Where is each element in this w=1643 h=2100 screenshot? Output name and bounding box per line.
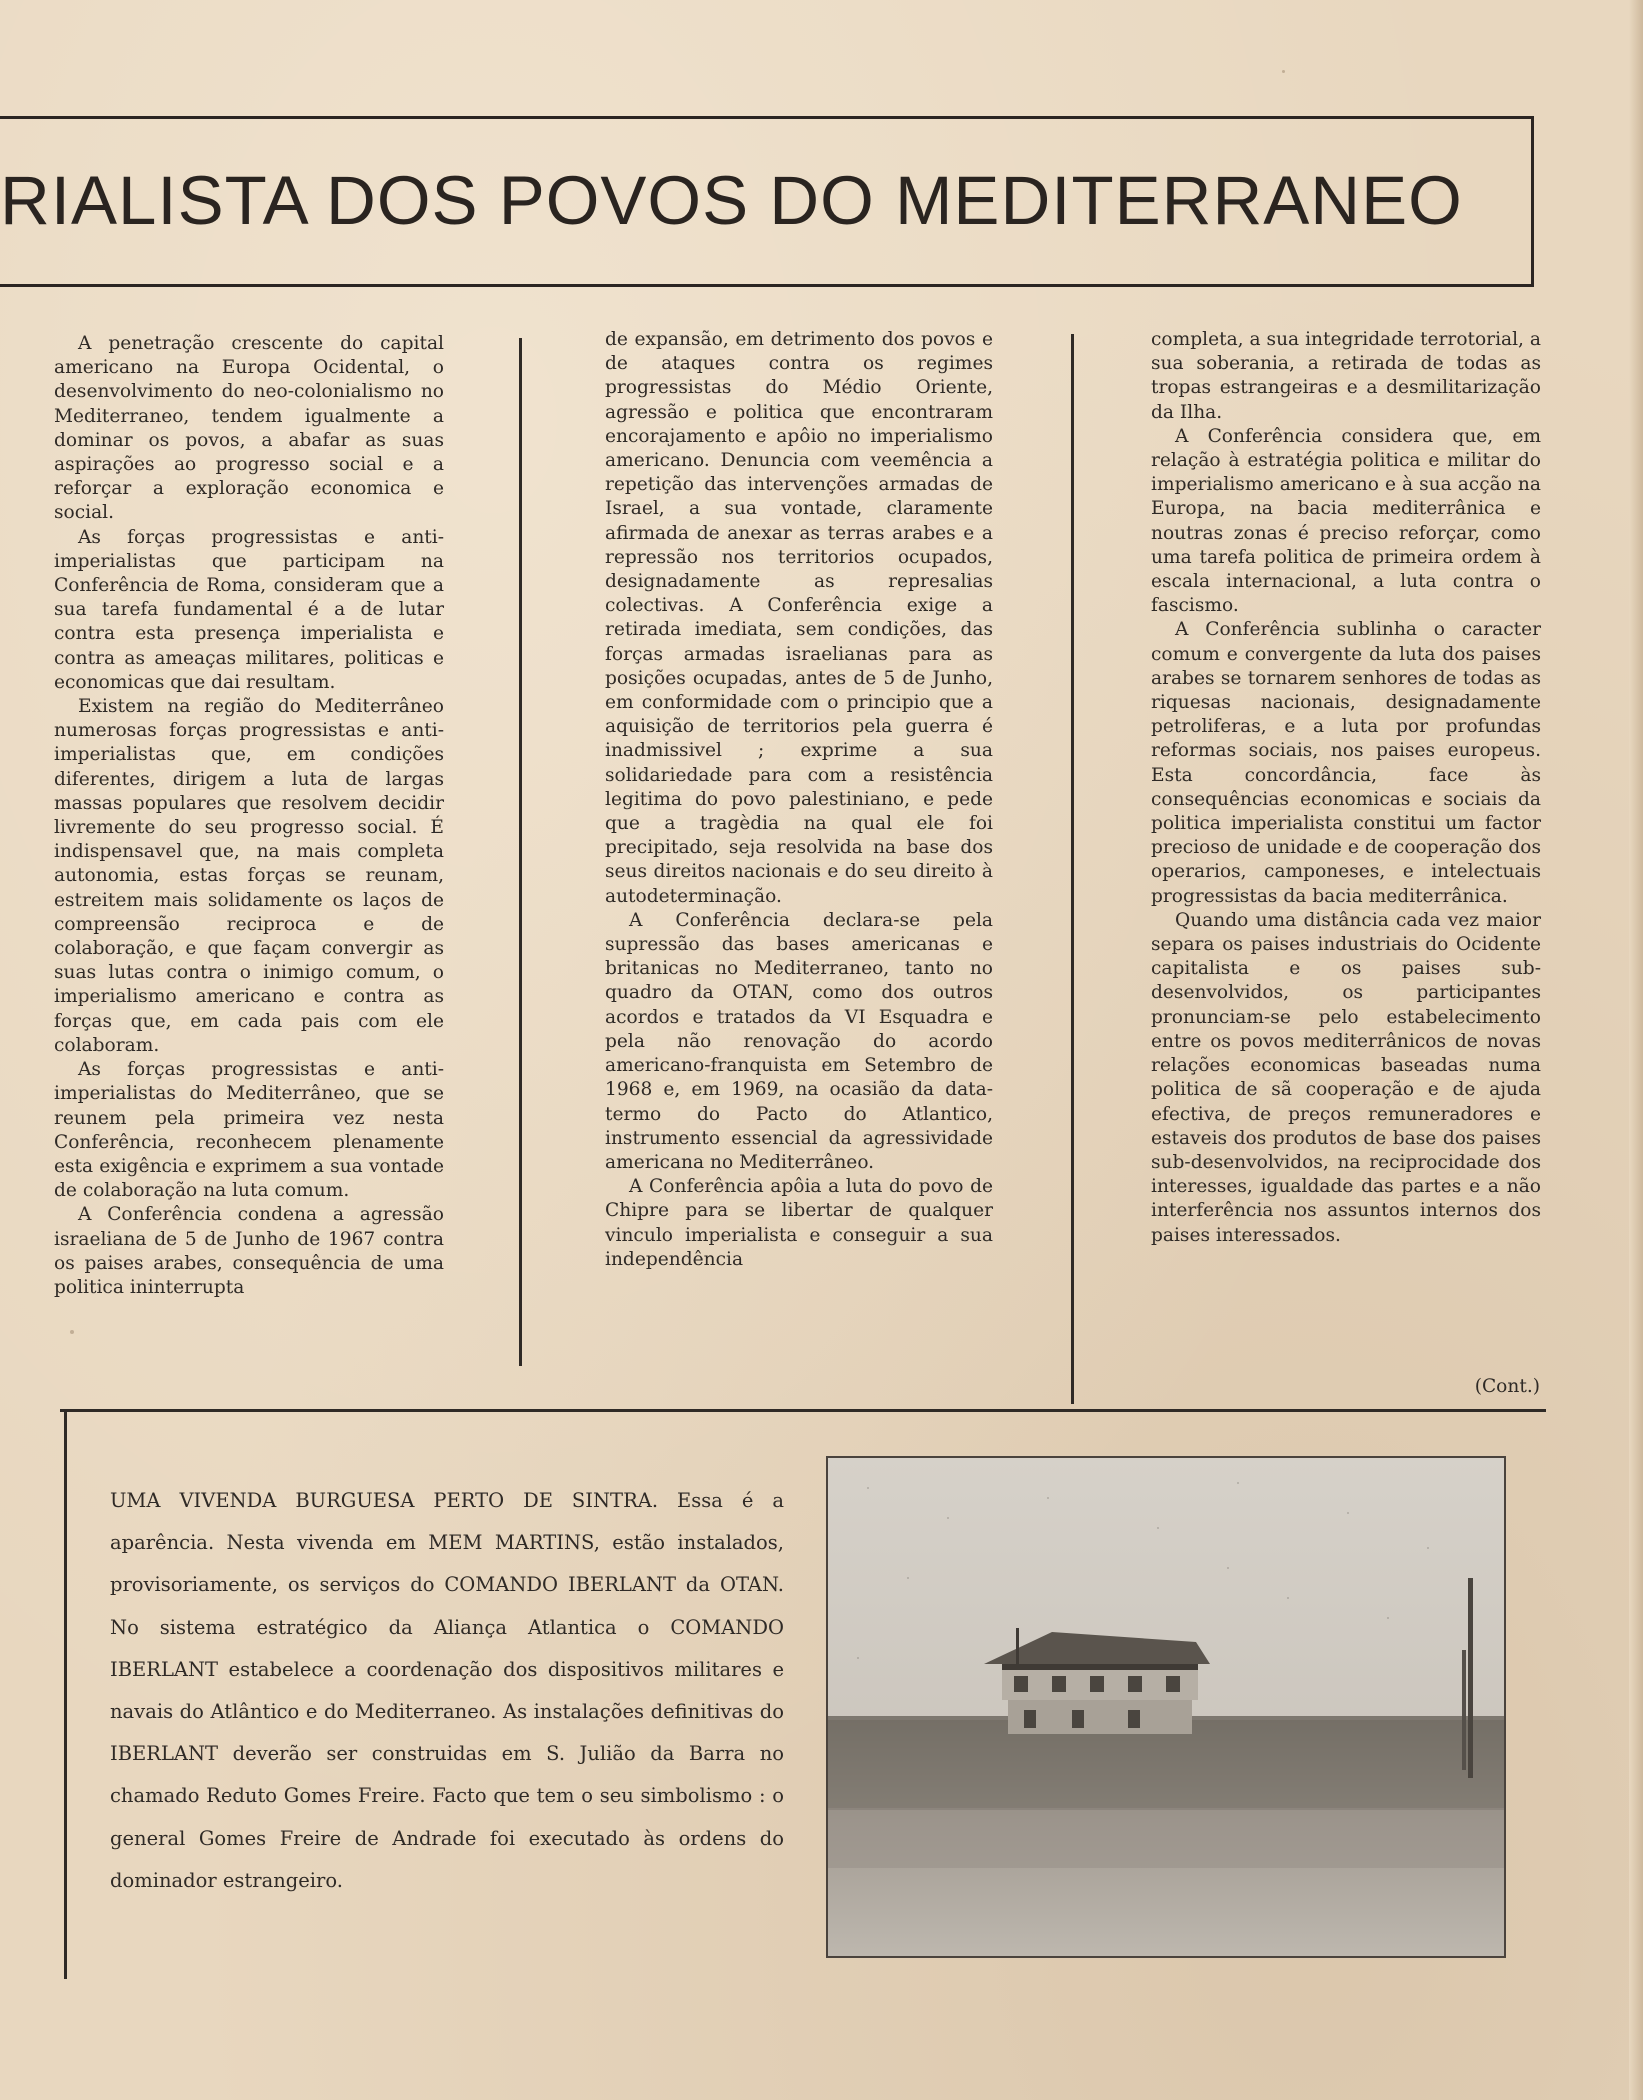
photo-section-rule [64,1411,67,1979]
headline: RIALISTA DOS POVOS DO MEDITERRANEO [0,162,1463,239]
paragraph: A Conferência declara-se pela supressão das bases americanas e britanicas no Mediterraneo, tanto no quadro da OTAN, como dos outros acordos e tratados da VI Esquadra e pela não renovação do acordo americano-franquista em Setembro de 1968 e, em 1969, na ocasião da data-termo do Pacto do Atlantico, instrumento essencial da agressividade americana no Mediterrâneo. [605,909,993,1173]
column-divider [1071,334,1074,1404]
article-column-2 [605,328,993,1272]
headline-rule-right [1531,116,1534,287]
paragraph: As forças progressistas e anti-imperialistas do Mediterrâneo, que se reunem pela primeira vez nesta Conferência, reconhecem plenamente esta exigência e exprimem a sua vontade de colaboração na luta comum. [54,1059,444,1202]
column-divider [519,338,522,1366]
headline-rule-bottom [0,284,1534,287]
house [984,1628,1210,1734]
paragraph: A Conferência sublinha o caracter comum e convergente da luta dos paises arabes se tornarem senhores de todas as riquesas nacionais, designadamente petroliferas, e a luta por profundas reformas sociais, nos paises europeus. Esta concordância, face às consequências economicas e sociais da politica imperialista constitui um factor precioso de unidade e de cooperação dos operarios, camponeses, e intelectuais progressistas da bacia mediterrânica. [1151,619,1541,907]
section-divider [60,1409,1546,1412]
continued-label: (Cont.) [1474,1376,1540,1397]
paragraph: de expansão, em detrimento dos povos e de ataques contra os regimes progressistas do Médio Oriente, agressão e politica que encontraram encorajamento e apôio no imperialismo americano. Denuncia com veemência a repetição das intervenções armadas de Israel, a sua vontade, claramente afirmada de anexar as terras arabes e a repressão nos territorios ocupados, designadamente as represalias colectivas. A Conferência exige a retirada imediata, sem condições, das forças armadas israelianas para as posições ocupadas, antes de 5 de Junho, em conformidade com o principio que a aquisição de territorios pela guerra é inadmissivel ; exprime a sua solidariedade para com a resistência legitima do povo palestiniano, e pede que a tragèdia na qual ele foi precipitado, seja resolvida na base dos seus direitos nacionais e do seu direito à autodeterminação. [605,329,993,907]
villa-house-photo [826,1456,1506,1958]
paragraph: A Conferência apôia a luta do povo de Chipre para se libertar de qualquer vinculo imperialista e conseguir a sua independência [605,1176,993,1270]
paragraph: completa, a sua integridade terrotorial, a sua soberania, a retirada de todas as tropas estrangeiras e a desmilitarização da Ilha. [1151,329,1541,423]
paragraph: A penetração crescente do capital americano na Europa Ocidental, o desenvolvimento do neo-colonialismo no Mediterraneo, tendem igualmente a dominar os povos, a abafar as suas aspirações ao progresso social e a reforçar a exploração economica e social. [54,333,444,524]
article-column-1 [54,332,444,1300]
photo-caption [110,1480,784,1902]
grass [828,1808,1504,1868]
paper-spot [1282,70,1285,73]
paragraph: Existem na região do Mediterrâneo numerosas forças progressistas e anti-imperialistas que, em condições diferentes, dirigem a luta de largas massas populares que resolvem decidir livremente do seu progresso social. É indispensavel que, na mais completa autonomia, estas forças se reunam, estreitem mais solidamente os laços de compreensão reciproca e de colaboração, e que façam convergir as suas lutas contra o inimigo comum, o imperialismo americano e contra as forças que, em cada pais com ele colaboram. [54,696,444,1056]
headline-rule-top [0,116,1534,119]
page-edge [1629,0,1643,2100]
paragraph: A Conferência considera que, em relação à estratégia politica e militar do imperialismo americano e à sua acção na Europa, na bacia mediterrânica e noutras zonas é preciso reforçar, como uma tarefa politica de primeira ordem à escala internacional, a luta contra o fascismo. [1151,425,1541,617]
article-column-3 [1151,328,1541,1248]
paragraph: A Conferência condena a agressão israeliana de 5 de Junho de 1967 contra os paises arabes, consequência de uma politica ininterrupta [54,1204,444,1298]
caption-text: UMA VIVENDA BURGUESA PERTO DE SINTRA. Essa é a aparência. Nesta vivenda em MEM MARTINS, estão instalados, provisoriamente, os serviços do COMANDO IBERLANT da OTAN. No sistema estratégico da Aliança Atlantica o COMANDO IBERLANT estabelece a coordenação dos dispositivos militares e navais do Atlântico e do Mediterraneo. As instalações definitivas do IBERLANT deverão ser construidas em S. Julião da Barra no chamado Reduto Gomes Freire. Facto que tem o seu simbolismo : o general Gomes Freire de Andrade foi executado às ordens do dominador estrangeiro. [110,1489,784,1892]
paragraph: Quando uma distância cada vez maior separa os paises industriais do Ocidente capitalista e os paises sub-desenvolvidos, os participantes pronunciam-se pelo estabelecimento entre os povos mediterrânicos de novas relações economicas baseadas numa politica de sã cooperação e de ajuda efectiva, de preços remuneradores e estaveis dos produtos de base dos paises sub-desenvolvidos, na reciprocidade dos interesses, igualdade das partes e a não interferência nos assuntos internos dos paises interessados. [1151,909,1541,1246]
photo-illustration [828,1458,1504,1956]
paragraph: As forças progressistas e anti-imperialistas que participam na Conferência de Roma, consideram que a sua tarefa fundamental é a de lutar contra esta presença imperialista e contra as ameaças militares, politicas e economicas que dai resultam. [54,526,444,693]
paper-spot [70,1330,74,1334]
